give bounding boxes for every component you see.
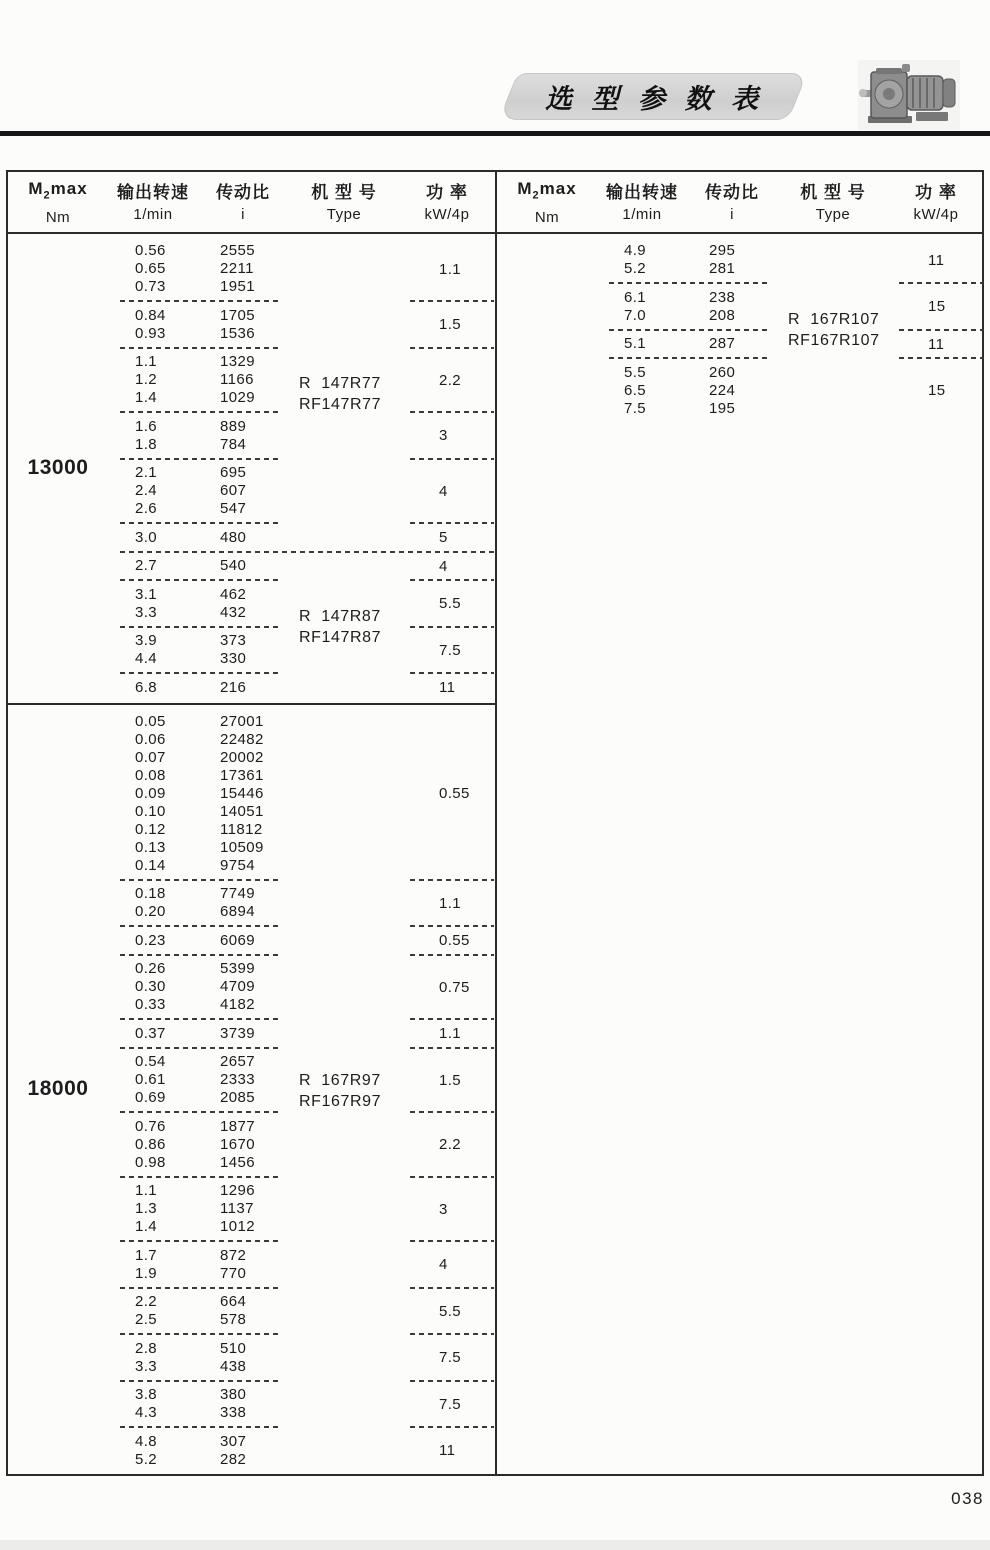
speed-cell: 1.4: [135, 1218, 158, 1235]
group-separator: [410, 347, 494, 349]
group-separator: [120, 626, 278, 628]
speed-cell: 1.1: [135, 1182, 158, 1199]
power-cell: 11: [439, 1442, 456, 1459]
ratio-cell: 2555: [220, 242, 255, 259]
speed-cell: 6.5: [624, 381, 647, 399]
column-header-unit: Nm: [45, 208, 71, 226]
type-label: [299, 713, 381, 1469]
type-label: [299, 557, 381, 697]
column-header-unit: kW/4p: [424, 205, 470, 223]
torque-label: 18000: [27, 1077, 89, 1101]
speed-cell: 0.86: [135, 1135, 166, 1153]
speed-cell: 0.13: [135, 838, 166, 856]
group-separator: [120, 579, 278, 581]
power-cell: 1.5: [439, 316, 462, 333]
type-label-line: R 167R97: [299, 1071, 381, 1089]
column-header-1/min: [597, 172, 687, 232]
group-separator: [410, 672, 494, 674]
speed-cell: 3.1: [135, 585, 158, 603]
speed-cell: 4.8: [135, 1432, 158, 1450]
ratio-cell: 11812: [220, 820, 263, 838]
group-separator: [120, 1240, 278, 1242]
power-cell: 0.75: [439, 978, 470, 996]
ratio-cell: 14051: [220, 802, 264, 820]
power-cell: 1.5: [439, 1071, 462, 1089]
ratio-cell: 540: [220, 557, 247, 574]
group-separator: [120, 1047, 278, 1049]
group-separator: [410, 579, 494, 581]
column-header-title: 传动比: [705, 182, 759, 202]
column-header-unit: 1/min: [622, 205, 662, 223]
speed-cell: 2.6: [135, 500, 158, 517]
group-separator: [410, 1047, 494, 1049]
ratio-cell: 1670: [220, 1135, 255, 1153]
page-edge-shadow: [0, 1540, 990, 1550]
ratio-cell: 6069: [220, 931, 255, 949]
ratio-cell: 3739: [220, 1024, 255, 1042]
group-separator: [120, 1018, 278, 1020]
group-separator: [410, 458, 494, 460]
ratio-cell: 2333: [220, 1071, 255, 1088]
speed-cell: 0.30: [135, 978, 166, 995]
speed-cell: 0.08: [135, 766, 166, 784]
group-separator: [120, 954, 278, 956]
selection-tables: [6, 170, 984, 1476]
group-separator: [410, 300, 494, 302]
group-separator: [120, 347, 278, 349]
group-separator: [410, 879, 494, 881]
speed-cell: 0.37: [135, 1024, 166, 1042]
group-separator: [410, 1426, 494, 1428]
ratio-cell: 889: [220, 417, 247, 435]
group-separator: [899, 357, 983, 359]
column-header-title: 机 型 号: [311, 182, 377, 202]
ratio-cell: 872: [220, 1246, 247, 1264]
speed-cell: 7.0: [624, 306, 647, 324]
column-header-Nm: [497, 172, 597, 232]
column-header-title: 功 率: [915, 182, 957, 202]
type-block-separator: [120, 551, 494, 553]
speed-cell: 0.33: [135, 996, 166, 1013]
speed-cell: 6.1: [624, 288, 647, 306]
ratio-cell: 480: [220, 528, 247, 546]
speed-cell: 0.26: [135, 960, 166, 977]
ratio-cell: 224: [709, 381, 736, 399]
ratio-cell: 208: [709, 306, 736, 324]
ratio-cell: 295: [709, 242, 736, 259]
group-separator: [410, 1111, 494, 1113]
power-cell: 3: [439, 427, 448, 444]
group-separator: [410, 1333, 494, 1335]
ratio-cell: 22482: [220, 730, 264, 748]
speed-cell: 0.56: [135, 242, 166, 259]
speed-cell: 1.9: [135, 1264, 158, 1282]
group-separator: [120, 1111, 278, 1113]
ratio-cell: 1296: [220, 1182, 255, 1199]
torque-label: 13000: [27, 456, 89, 480]
column-header-i: [687, 172, 777, 232]
power-cell: 11: [439, 679, 456, 696]
group-separator: [410, 1287, 494, 1289]
type-label: [788, 242, 880, 418]
group-separator: [120, 1176, 278, 1178]
page-title-banner: [499, 73, 808, 120]
group-separator: [609, 329, 767, 331]
column-header-unit: Nm: [534, 208, 560, 226]
group-separator: [120, 458, 278, 460]
ratio-cell: 282: [220, 1450, 247, 1468]
speed-cell: 1.2: [135, 371, 158, 388]
group-separator: [410, 522, 494, 524]
ratio-cell: 330: [220, 650, 247, 667]
power-cell: 0.55: [439, 785, 470, 802]
ratio-cell: 380: [220, 1386, 247, 1403]
ratio-cell: 432: [220, 603, 247, 621]
column-header-unit: kW/4p: [913, 205, 959, 223]
column-header-title: 输出转速: [117, 182, 189, 202]
speed-cell: 4.4: [135, 650, 158, 667]
ratio-cell: 5399: [220, 960, 255, 977]
speed-cell: 4.3: [135, 1404, 158, 1421]
table-section: [497, 234, 982, 1474]
power-cell: 3: [439, 1200, 448, 1218]
ratio-cell: 238: [709, 288, 736, 306]
speed-cell: 1.4: [135, 389, 158, 406]
power-cell: 5.5: [439, 1302, 462, 1320]
ratio-cell: 15446: [220, 784, 264, 802]
power-cell: 4: [439, 482, 448, 500]
power-cell: 11: [928, 335, 945, 353]
speed-cell: 0.54: [135, 1053, 166, 1070]
speed-cell: 3.0: [135, 528, 158, 546]
ratio-cell: 373: [220, 632, 247, 649]
power-cell: 7.5: [439, 1349, 462, 1366]
ratio-cell: 287: [709, 335, 736, 352]
speed-cell: 2.4: [135, 482, 158, 499]
ratio-cell: 462: [220, 585, 247, 603]
speed-cell: 2.2: [135, 1293, 158, 1310]
ratio-cell: 4182: [220, 996, 255, 1013]
group-separator: [899, 282, 983, 284]
speed-cell: 1.3: [135, 1200, 158, 1217]
type-label-line: RF147R77: [299, 396, 382, 414]
power-cell: 5.5: [439, 595, 462, 612]
ratio-cell: 664: [220, 1293, 247, 1310]
group-separator: [120, 1426, 278, 1428]
page-title: 选 型 参 数 表: [545, 84, 765, 114]
ratio-cell: 307: [220, 1432, 247, 1450]
group-separator: [410, 1176, 494, 1178]
ratio-cell: 1029: [220, 389, 255, 406]
column-header-Type: [777, 172, 889, 232]
power-cell: 2.2: [439, 371, 462, 389]
ratio-cell: 20002: [220, 748, 264, 766]
speed-cell: 0.14: [135, 856, 166, 874]
ratio-cell: 1012: [220, 1218, 255, 1235]
header-rule: [0, 131, 990, 136]
column-header-title: 机 型 号: [800, 182, 866, 202]
speed-cell: 0.05: [135, 712, 166, 730]
group-separator: [609, 282, 767, 284]
speed-cell: 0.07: [135, 748, 166, 766]
column-header-Type: [288, 172, 400, 232]
power-cell: 2.2: [439, 1136, 462, 1153]
power-cell: 15: [928, 298, 946, 315]
speed-cell: 4.9: [624, 242, 647, 259]
column-header-title: $M_2\max$: [28, 179, 88, 202]
ratio-cell: 7749: [220, 885, 255, 902]
ratio-cell: 195: [709, 399, 736, 417]
group-separator: [120, 1333, 278, 1335]
selection-table-left: [8, 172, 497, 1474]
speed-cell: 0.73: [135, 278, 166, 295]
speed-cell: 0.69: [135, 1089, 166, 1106]
type-label-line: RF167R107: [788, 331, 880, 349]
speed-cell: 0.18: [135, 885, 166, 902]
ratio-cell: 770: [220, 1264, 247, 1282]
page-number: 038: [951, 1489, 984, 1508]
speed-cell: 2.7: [135, 557, 158, 574]
power-cell: 1.1: [439, 894, 462, 912]
group-separator: [410, 626, 494, 628]
speed-cell: 0.10: [135, 802, 166, 820]
power-cell: 4: [439, 1256, 448, 1273]
group-separator: [410, 1380, 494, 1382]
speed-cell: 1.6: [135, 417, 158, 435]
column-header-unit: 1/min: [133, 205, 173, 223]
speed-cell: 5.2: [624, 260, 647, 277]
ratio-cell: 1166: [220, 371, 254, 388]
speed-cell: 5.5: [624, 363, 647, 381]
table-section-13000: [8, 234, 495, 705]
column-header-unit: Type: [815, 205, 851, 223]
group-separator: [120, 1380, 278, 1382]
speed-cell: 7.5: [624, 399, 647, 417]
power-cell: 0.55: [439, 932, 470, 949]
group-separator: [410, 411, 494, 413]
power-cell: 15: [928, 382, 946, 399]
group-separator: [410, 1018, 494, 1020]
ratio-cell: 281: [709, 260, 736, 277]
speed-cell: 0.93: [135, 324, 166, 342]
column-header-kW/4p: [400, 172, 494, 232]
column-header-unit: i: [730, 205, 734, 223]
speed-cell: 0.84: [135, 306, 166, 324]
ratio-cell: 1877: [220, 1117, 255, 1135]
ratio-cell: 1456: [220, 1153, 255, 1171]
type-label-line: RF167R97: [299, 1092, 382, 1110]
gear-motor-icon: [858, 60, 960, 130]
ratio-cell: 1137: [220, 1200, 254, 1217]
group-separator: [410, 925, 494, 927]
speed-cell: 1.7: [135, 1246, 158, 1264]
ratio-cell: 216: [220, 678, 247, 696]
ratio-cell: 510: [220, 1339, 247, 1357]
ratio-cell: 338: [220, 1404, 247, 1421]
power-cell: 1.1: [439, 1025, 462, 1042]
column-header-unit: Type: [326, 205, 362, 223]
group-separator: [120, 1287, 278, 1289]
ratio-cell: 2085: [220, 1089, 255, 1106]
speed-cell: 3.3: [135, 603, 158, 621]
power-cell: 4: [439, 557, 448, 575]
power-cell: 7.5: [439, 1395, 462, 1413]
type-label-line: R 167R107: [788, 310, 880, 328]
type-label-line: R 147R77: [299, 375, 381, 393]
speed-cell: 2.1: [135, 464, 158, 481]
ratio-cell: 17361: [220, 766, 264, 784]
ratio-cell: 9754: [220, 856, 255, 874]
speed-cell: 0.12: [135, 820, 166, 838]
type-label-line: R 147R87: [299, 607, 381, 625]
ratio-cell: 784: [220, 435, 247, 453]
group-separator: [120, 672, 278, 674]
ratio-cell: 607: [220, 482, 247, 499]
group-separator: [899, 329, 983, 331]
ratio-cell: 1951: [220, 278, 255, 295]
power-cell: 1.1: [439, 260, 462, 278]
column-header-kW/4p: [889, 172, 983, 232]
group-separator: [120, 411, 278, 413]
ratio-cell: 578: [220, 1311, 247, 1328]
group-separator: [410, 1240, 494, 1242]
speed-cell: 1.8: [135, 435, 158, 453]
speed-cell: 5.1: [624, 335, 647, 352]
ratio-cell: 4709: [220, 978, 255, 995]
column-header-unit: i: [241, 205, 245, 223]
ratio-cell: 2211: [220, 260, 254, 277]
group-separator: [120, 925, 278, 927]
table-header-row: [497, 172, 982, 234]
speed-cell: 2.8: [135, 1339, 158, 1357]
ratio-cell: 1536: [220, 324, 255, 342]
power-cell: 11: [928, 251, 945, 269]
ratio-cell: 6894: [220, 903, 255, 920]
speed-cell: 0.06: [135, 730, 166, 748]
group-separator: [410, 954, 494, 956]
speed-cell: 0.20: [135, 903, 166, 920]
type-label-line: RF147R87: [299, 628, 382, 646]
speed-cell: 0.65: [135, 260, 166, 277]
group-separator: [609, 357, 767, 359]
speed-cell: 0.76: [135, 1117, 166, 1135]
speed-cell: 3.9: [135, 632, 158, 649]
table-section-18000: [8, 705, 495, 1475]
ratio-cell: 27001: [220, 712, 264, 730]
ratio-cell: 438: [220, 1357, 247, 1375]
speed-cell: 1.1: [135, 353, 158, 370]
group-separator: [120, 879, 278, 881]
column-header-1/min: [108, 172, 198, 232]
speed-cell: 3.8: [135, 1386, 158, 1403]
ratio-cell: 10509: [220, 838, 264, 856]
ratio-cell: 2657: [220, 1053, 255, 1070]
selection-table-right: [497, 172, 982, 1474]
power-cell: 7.5: [439, 641, 462, 659]
speed-cell: 2.5: [135, 1311, 158, 1328]
ratio-cell: 1705: [220, 306, 255, 324]
ratio-cell: 260: [709, 363, 736, 381]
power-cell: 5: [439, 529, 448, 546]
column-header-Nm: [8, 172, 108, 232]
group-separator: [120, 522, 278, 524]
group-separator: [120, 300, 278, 302]
column-header-title: $M_2\max$: [517, 179, 577, 202]
speed-cell: 0.09: [135, 784, 166, 802]
column-header-i: [198, 172, 288, 232]
ratio-cell: 1329: [220, 353, 255, 370]
column-header-title: 功 率: [426, 182, 468, 202]
table-header-row: [8, 172, 495, 234]
speed-cell: 6.8: [135, 678, 158, 696]
ratio-cell: 547: [220, 500, 247, 517]
type-label: [299, 242, 381, 547]
speed-cell: 3.3: [135, 1357, 158, 1375]
speed-cell: 0.98: [135, 1153, 166, 1171]
ratio-cell: 695: [220, 464, 247, 481]
speed-cell: 0.61: [135, 1071, 166, 1088]
speed-cell: 0.23: [135, 931, 166, 949]
column-header-title: 输出转速: [606, 182, 678, 202]
speed-cell: 5.2: [135, 1450, 158, 1468]
column-header-title: 传动比: [216, 182, 270, 202]
